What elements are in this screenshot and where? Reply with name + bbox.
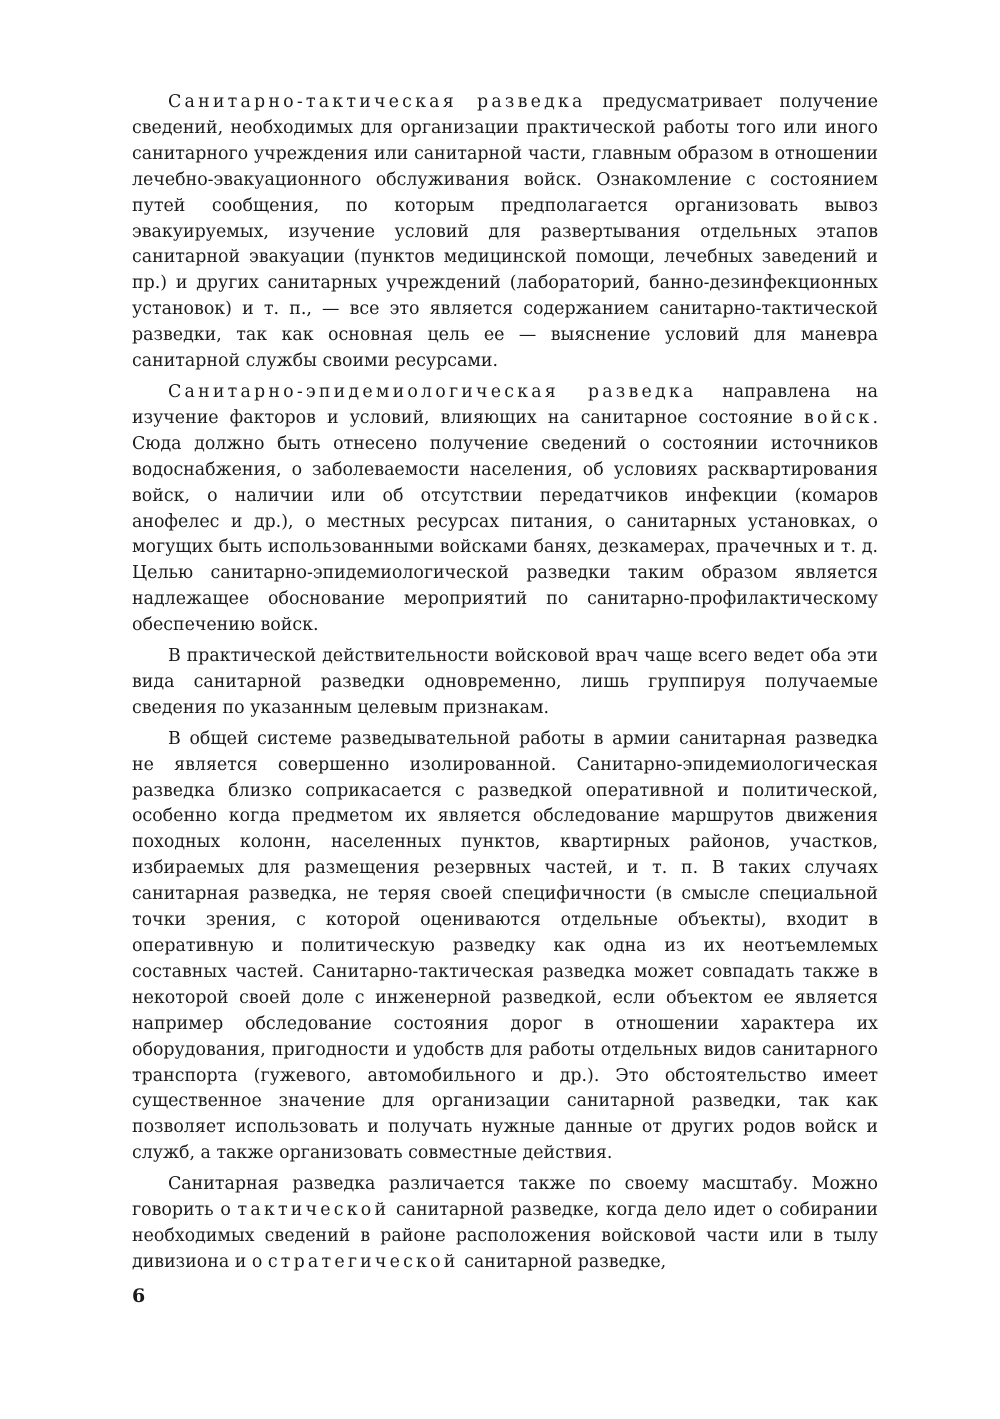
paragraph-scale (132, 1172, 878, 1276)
paragraph-text: санитарной разведке, (458, 1251, 667, 1272)
paragraph-text: предусматривает получение сведений, необходимых для организации практической работы того или иного санитарного учреждения или санитарной части, главным образом в отношении лечебно-эвакуационного обслуживания войск. Ознакомление с состоянием путей сообщения, по которым предполагается организовать вывоз эвакуируемых, изучение условий для развертывания отдельных этапов санитарной эвакуации (пунктов медицинской помощи, лечебных заведений и пр.) и других санитарных учреждений (лабораторий, банно-дезинфекционных установок) и т. п., — все это является содержанием санитарно-тактической разведки, так как основная цель ее — выяснение условий для маневра санитарной службы своими ресурсами. (132, 92, 878, 372)
body-text (132, 90, 878, 1281)
paragraph-text: В общей системе разведывательной работы в армии санитарная разведка не является совершенно изолированной. Санитарно-эпидемиологическая разведка близко соприкасается с разведкой оперативной и политической, особенно когда предметом их является обследование маршрутов движения походных колонн, населенных пунктов, квартирных районов, участков, избираемых для размещения резервных частей, и т. п. В таких случаях санитарная разведка, не теряя своей специфичности (в смысле специальной точки зрения, с которой оцениваются отдельные объекты), входит в оперативную и политическую разведку как одна из их неотъемлемых составных частей. Санитарно-тактическая разведка может совпадать также в некоторой своей доле с инженерной разведкой, если объектом ее является например обследование состояния дорог в отношении характера их оборудования, пригодности и удобств для работы отдельных видов санитарного транспорта (гужевого, автомобильного и др.). Это обстоятельство имеет существенное значение для организации санитарной разведки, так как позволяет использовать и получать нужные данные от других родов войск и служб, а также организовать совместные действия. (132, 728, 878, 1164)
paragraph-text: санитарной разведке, когда дело идет о собирании необходимых сведений в районе расположения войсковой части или в тылу дивизиона и о (132, 1200, 878, 1272)
emphasis-strategic: стратегической (267, 1251, 459, 1272)
paragraph-text: В практической действительности войсковой врач чаще всего ведет оба эти вида санитарной разведки одновременно, лишь группируя получаемые сведения по указанным целевым признакам. (132, 646, 878, 718)
paragraph-text: . Сюда должно быть отнесено получение сведений о состоянии источников водоснабжения, о заболеваемости населения, об условиях расквартирования войск, о наличии или об отсутствии передатчиков инфекции (комаров анофелес и др.), о местных ресурсах питания, о санитарных установках, о могущих быть использованными войсками банях, дезкамерах, прачечных и т. д. Целью санитарно-эпидемиологической разведки таким образом является надлежащее обоснование мероприятий по санитарно-профилактическому обеспечению войск. (132, 407, 878, 636)
paragraph-sanitary-tactical (132, 90, 878, 375)
term-sanitary-epidemiological-reconnaissance: Санитарно-эпидемиологическая разведка (168, 381, 697, 402)
page-number: 6 (132, 1285, 146, 1307)
emphasis-troops: войск (804, 407, 873, 428)
paragraph-general-system (132, 727, 878, 1167)
paragraph-text: Санитарная разведка различается также по своему масштабу. Можно говорить о (132, 1174, 878, 1221)
emphasis-tactical: тактической (237, 1200, 390, 1221)
paragraph-practice (132, 644, 878, 722)
paragraph-sanitary-epidemiological (132, 380, 878, 639)
paragraph-text: направлена на изучение факторов и условий, влияющих на санитарное состояние (132, 381, 878, 428)
term-sanitary-tactical-reconnaissance: Санитарно-тактическая разведка (168, 92, 586, 112)
